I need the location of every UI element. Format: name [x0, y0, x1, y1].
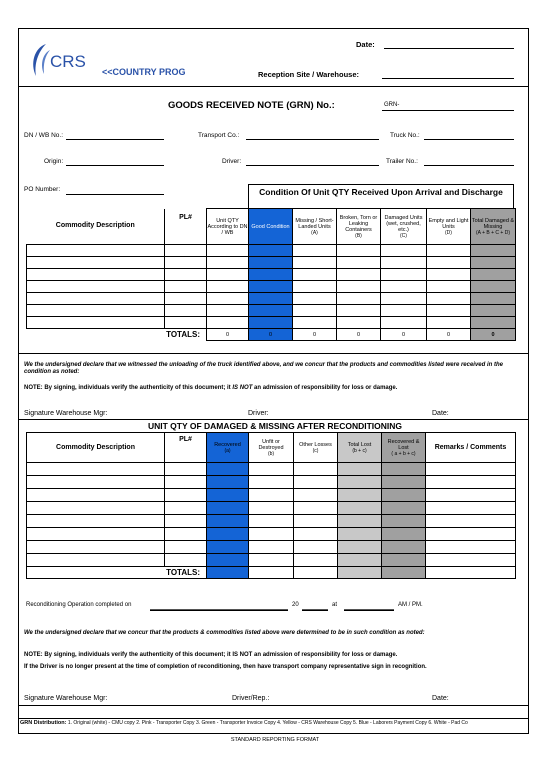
col2-recovered	[207, 433, 249, 463]
driver-label: Driver:	[222, 158, 242, 165]
reconditioning-table	[26, 432, 516, 579]
grn-number-field[interactable]	[382, 110, 514, 111]
origin-label: Origin:	[44, 158, 64, 165]
recon-ampm: AM / PM.	[398, 602, 423, 608]
table-row[interactable]	[27, 502, 516, 515]
col2-total-lost-code: (b + c)	[352, 447, 367, 454]
recon-date-field[interactable]	[150, 609, 288, 611]
col-missing-label: Missing / Short-Landed Units	[295, 217, 334, 230]
grn-title: GOODS RECEIVED NOTE (GRN) No.:	[168, 100, 335, 111]
col2-total-lost-label: Total Lost	[347, 441, 372, 448]
divider	[18, 419, 529, 420]
sig2-driver-label: Driver/Rep.:	[232, 695, 270, 702]
total-good: 0	[249, 329, 293, 341]
divider	[18, 353, 529, 354]
col2-unfit	[249, 433, 294, 463]
col-broken	[337, 209, 381, 245]
col-total-code: (A + B + C + D)	[475, 229, 511, 236]
col-damaged-label: Damaged Units (wet, crushed, etc.)	[384, 214, 423, 233]
transport-label: Transport Co.:	[198, 132, 240, 139]
total-missing: 0	[293, 329, 337, 341]
distribution-label: GRN Distribution:	[20, 720, 67, 726]
grn-prefix: GRN-	[384, 102, 400, 108]
note-1	[24, 385, 397, 391]
sig1-mgr-label: Signature Warehouse Mgr:	[24, 410, 108, 417]
received-table	[26, 208, 516, 341]
col2-recovered-label: Recovered	[214, 441, 241, 448]
table-row[interactable]	[27, 269, 516, 281]
col2-total-lost	[338, 433, 382, 463]
sig2-date-label: Date:	[432, 695, 449, 702]
col2-other	[294, 433, 338, 463]
note-2: NOTE: By signing, individuals verify the authenticity of this document; it IS NOT an admission of responsibility for loss or damage.	[24, 652, 398, 658]
totals-row	[27, 329, 516, 341]
declaration-1: We the undersigned declare that we witnessed the unloading of the truck identified above, and we concur that the products and commodities listed were received in the condition as noted:	[24, 362, 503, 375]
footer-text: STANDARD REPORTING FORMAT	[230, 737, 320, 743]
po-label: PO Number:	[24, 186, 61, 193]
total-unit-qty: 0	[207, 329, 249, 341]
col-broken-code: (B)	[355, 232, 362, 239]
col-total	[471, 209, 516, 245]
transport-field[interactable]	[246, 139, 379, 140]
table-row[interactable]	[27, 281, 516, 293]
col-pl: PL#	[165, 209, 207, 245]
driver-field[interactable]	[246, 165, 379, 166]
table-row[interactable]	[27, 489, 516, 502]
recon-label: Reconditioning Operation completed on	[26, 602, 132, 608]
col-missing	[293, 209, 337, 245]
col2-commodity: Commodity Description	[27, 433, 165, 463]
distribution-row	[18, 718, 529, 729]
col2-remarks: Remarks / Comments	[426, 433, 516, 463]
date-field[interactable]	[384, 48, 514, 49]
table-row[interactable]	[27, 317, 516, 329]
table-row[interactable]	[27, 528, 516, 541]
dn-wb-field[interactable]	[66, 139, 164, 140]
totals2-label: TOTALS:	[27, 567, 207, 579]
col2-unfit-code: (b)	[267, 450, 275, 457]
col-broken-label: Broken, Torn or Leaking Containers	[339, 214, 378, 233]
total-damaged: 0	[381, 329, 427, 341]
sig1-date-label: Date:	[432, 410, 449, 417]
col-empty	[427, 209, 471, 245]
reception-field[interactable]	[382, 78, 514, 79]
truck-field[interactable]	[424, 139, 514, 140]
recon-at: at	[332, 602, 338, 608]
col2-unfit-label: Unfit or Destroyed	[258, 438, 284, 451]
recon-year-field[interactable]	[302, 609, 328, 611]
total-empty: 0	[427, 329, 471, 341]
distribution-text: 1. Original (white) - CMU copy 2. Pink - Transporter Copy 3. Green - Transporter Invoice Copy 4. Yellow - CRS Warehouse Copy 5. Blue - Laborers Payment Copy 6. White - Pad Co	[67, 720, 468, 726]
trailer-label: Trailer No.:	[386, 158, 418, 165]
reception-label: Reception Site / Warehouse:	[258, 70, 359, 79]
sig2-mgr-label: Signature Warehouse Mgr:	[24, 695, 108, 702]
condition-title: Condition Of Unit QTY Received Upon Arrival and Discharge	[248, 184, 514, 208]
sig1-driver-label: Driver:	[248, 410, 269, 417]
note-3: If the Driver is no longer present at the time of completion of reconditioning, then have transport company representative sign in recognition.	[24, 664, 427, 670]
col-unit-qty: Unit QTY According to DN / WB	[207, 209, 249, 245]
table2-title: UNIT QTY OF DAMAGED & MISSING AFTER RECONDITIONING	[147, 421, 403, 431]
totals-row	[27, 567, 516, 579]
table-row[interactable]	[27, 305, 516, 317]
trailer-field[interactable]	[424, 165, 514, 166]
po-field[interactable]	[66, 194, 164, 195]
col-total-label: Total Damaged & Missing	[471, 217, 515, 230]
origin-field[interactable]	[66, 165, 164, 166]
col-good: Good Condition	[249, 209, 293, 245]
table-row[interactable]	[27, 245, 516, 257]
divider	[18, 86, 529, 87]
form-frame	[18, 28, 529, 734]
col2-rec-lost-label: Recovered & Lost	[387, 438, 420, 451]
table-row[interactable]	[27, 293, 516, 305]
col2-other-label: Other Losses	[299, 441, 332, 448]
table-row[interactable]	[27, 541, 516, 554]
col-missing-code: (A)	[311, 229, 318, 236]
col-damaged	[381, 209, 427, 245]
table-row[interactable]	[27, 554, 516, 567]
table-row[interactable]	[27, 257, 516, 269]
table-row[interactable]	[27, 515, 516, 528]
total-broken: 0	[337, 329, 381, 341]
note-1-b: IS NOT	[232, 385, 253, 391]
recon-year: 20	[292, 602, 299, 608]
logo-text: CRS	[50, 52, 86, 71]
col2-other-code: (c)	[312, 447, 319, 454]
recon-time-field[interactable]	[344, 609, 394, 611]
truck-label: Truck No.:	[390, 132, 420, 139]
divider	[18, 705, 529, 706]
col2-rec-lost-code: ( a + b + c)	[391, 450, 416, 457]
col-empty-code: (D)	[445, 229, 452, 236]
note-1-c: an admission of responsibility for loss or damage.	[252, 385, 398, 391]
date-label: Date:	[356, 40, 375, 49]
total-all: 0	[471, 329, 516, 341]
col-damaged-code: (C)	[400, 232, 407, 239]
note-1-a: NOTE: By signing, individuals verify the authenticity of this document; it	[24, 385, 233, 391]
col2-rec-lost	[382, 433, 426, 463]
col2-pl: PL#	[165, 433, 207, 463]
declaration-2: We the undersigned declare that we concur that the products & commodities listed above were determined to be in such condition as noted:	[24, 630, 425, 636]
col-commodity: Commodity Description	[27, 209, 165, 245]
table-row[interactable]	[27, 463, 516, 476]
col-empty-label: Empty and Light Units	[428, 217, 469, 230]
table-row[interactable]	[27, 476, 516, 489]
country-program: <<COUNTRY PROG	[102, 67, 186, 77]
totals-label: TOTALS:	[27, 329, 207, 341]
col2-recovered-code: (a)	[224, 447, 231, 454]
dn-wb-label: DN / WB No.:	[24, 132, 64, 139]
